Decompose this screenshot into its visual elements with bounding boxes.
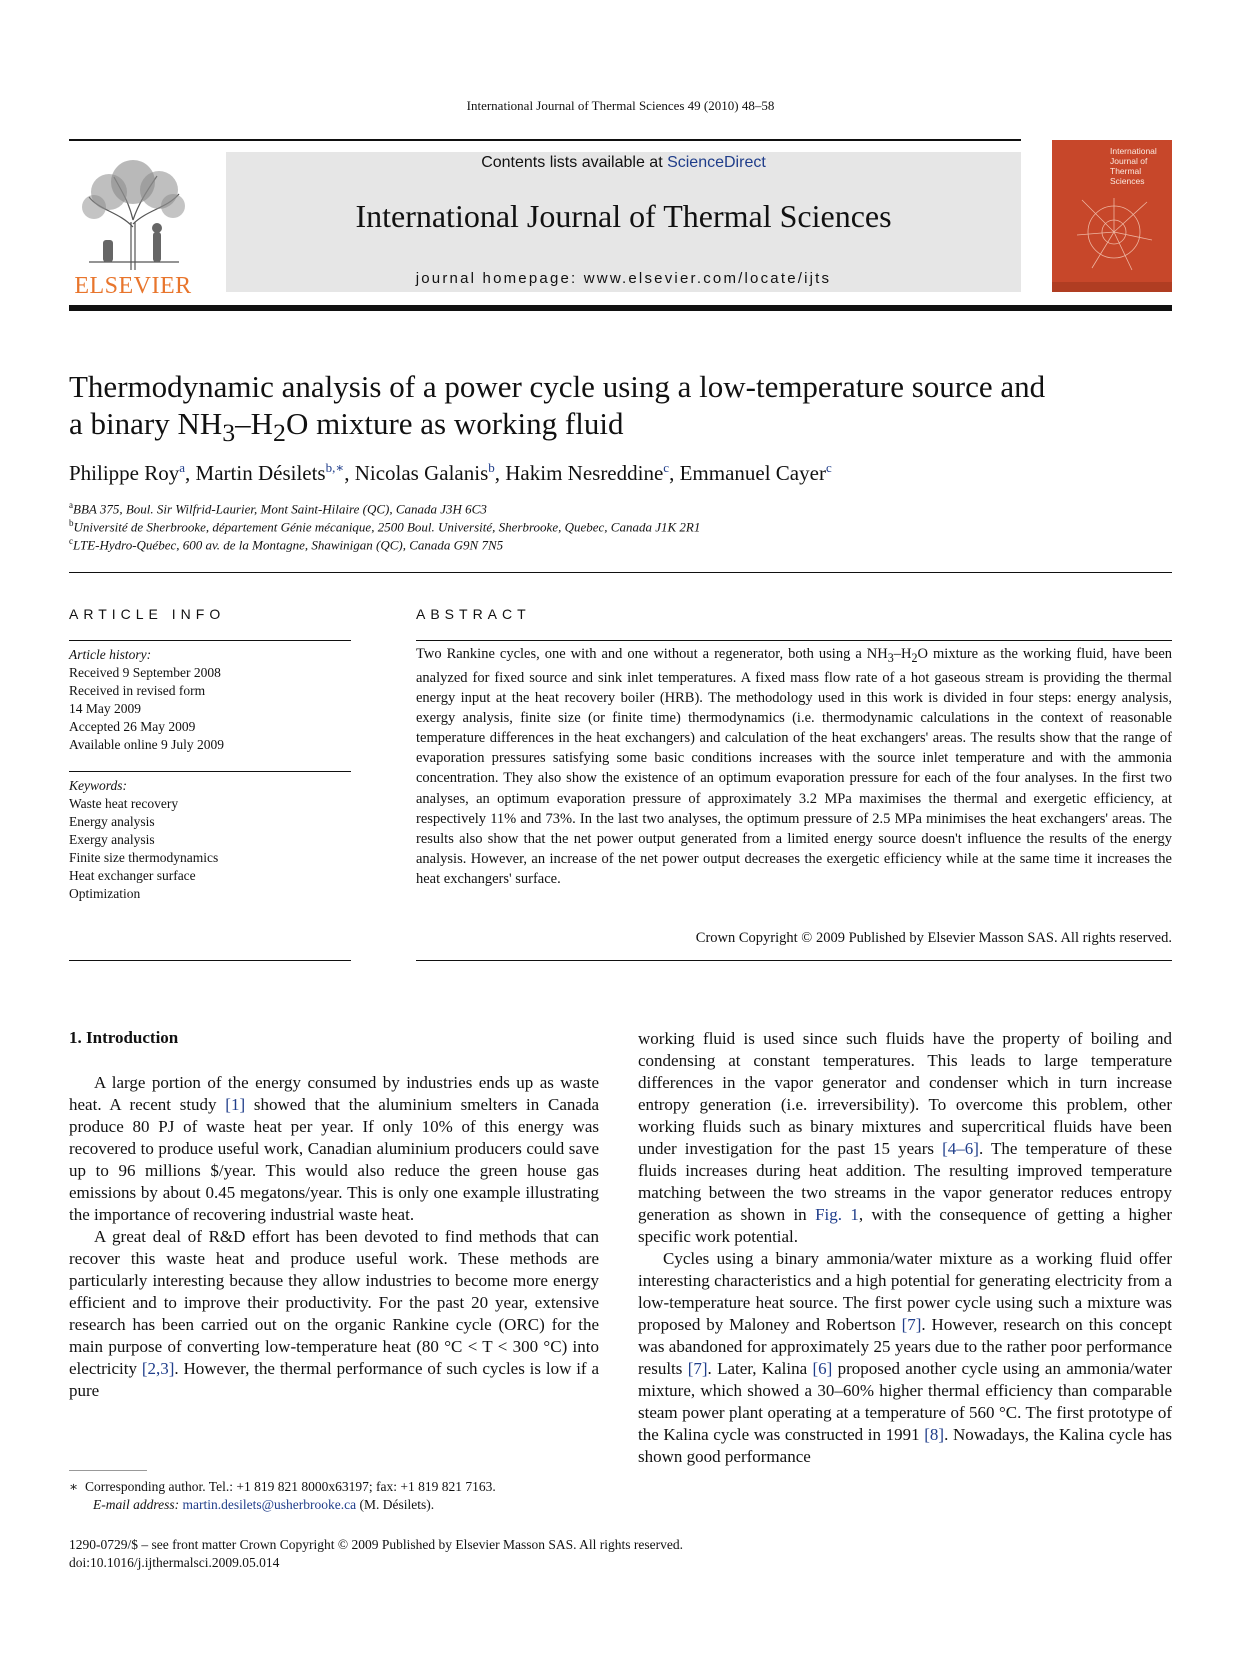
header-rule bbox=[69, 139, 1021, 141]
keywords-label: Keywords: bbox=[69, 778, 127, 793]
paragraph: Cycles using a binary ammonia/water mixture as a working fluid offer interesting characteristics and a high potential for generating electricity from a low-temperature heat source. The first power cycle using such a mixture was proposed by Maloney and Robertson [7]. However, research on this concept was abandoned for approximately 25 years due to the rather poor performance results [7]. Later, Kalina [6] proposed another cycle using an ammonia/water mixture, which showed a 30–60% higher thermal efficiency than comparable steam power plant operating at a temperature of 560 °C. The first prototype of the Kalina cycle was constructed in 1991 [8]. Nowadays, the Kalina cycle has shown good performance bbox=[638, 1249, 1172, 1466]
history-label: Article history: bbox=[69, 647, 152, 662]
citation-link[interactable]: [8] bbox=[924, 1425, 945, 1444]
keyword-item: Exergy analysis bbox=[69, 832, 155, 847]
article-info-bottom-rule bbox=[69, 960, 351, 961]
history-item: 14 May 2009 bbox=[69, 701, 141, 716]
corresponding-author-footnote: ∗ Corresponding author. Tel.: +1 819 821 8000x63197; fax: +1 819 821 7163. E-mail address: martin.desilets@usherbrooke.ca (M. Désilets). bbox=[69, 1479, 496, 1512]
citation-link[interactable]: [7] bbox=[687, 1359, 708, 1378]
history-item: Received 9 September 2008 bbox=[69, 665, 221, 680]
doi-line[interactable]: doi:10.1016/j.ijthermalsci.2009.05.014 bbox=[69, 1555, 280, 1570]
elsevier-tree-logo bbox=[69, 152, 197, 292]
history-item: Received in revised form bbox=[69, 683, 206, 698]
footnote-rule bbox=[69, 1470, 147, 1471]
header-thick-rule bbox=[69, 305, 1172, 311]
author-affil-mark[interactable]: b bbox=[488, 460, 495, 475]
running-head: International Journal of Thermal Sciences 49 (2010) 48–58 bbox=[466, 98, 775, 113]
citation-link[interactable]: [1] bbox=[225, 1095, 246, 1114]
figure-link[interactable]: Fig. 1 bbox=[815, 1205, 859, 1224]
abstract-rule bbox=[416, 640, 1172, 641]
author-list: Philippe Roy$^a$, Martin Désilets$^{b,∗}$, Nicolas Galanis$^b$, Hakim Nesreddine$^c$, Emmanuel Cayer$^c$ bbox=[69, 460, 832, 485]
affiliation: $^a$BBA 375, Boul. Sir Wilfrid-Laurier, Mont Saint-Hilaire (QC), Canada J3H 6C3 bbox=[69, 500, 487, 517]
body-column-left bbox=[69, 1072, 599, 1402]
journal-cover-image bbox=[1052, 140, 1172, 292]
cover-title: International Journal of Thermal Sciences bbox=[1110, 146, 1157, 186]
abstract-heading: ABSTRACT bbox=[416, 606, 531, 622]
author-name: Philippe Roy bbox=[69, 461, 180, 485]
journal-title: International Journal of Thermal Sciences bbox=[355, 198, 892, 234]
keyword-item: Energy analysis bbox=[69, 814, 155, 829]
affiliation: $^c$LTE-Hydro-Québec, 600 av. de la Montagne, Shawinigan (QC), Canada G9N 7N5 bbox=[69, 536, 504, 553]
paragraph: A large portion of the energy consumed by industries ends up as waste heat. A recent study [1] showed that the aluminium smelters in Canada produce 80 PJ of waste heat per year. If only 10% of this energy was recovered to produce useful work, Canadian aluminium producers could save up to 96 millions $/year. This would also reduce the green house gas emissions by about 0.45 megatons/year. This is only one example illustrating the importance of recovering industrial waste heat. bbox=[69, 1073, 599, 1224]
keyword-item: Heat exchanger surface bbox=[69, 868, 196, 883]
history-item: Accepted 26 May 2009 bbox=[69, 719, 196, 734]
citation-link[interactable]: [6] bbox=[812, 1359, 833, 1378]
author-affil-mark[interactable]: c bbox=[825, 460, 832, 475]
article-info-heading: ARTICLE INFO bbox=[69, 606, 226, 622]
abstract-body: Two Rankine cycles, one with and one without a regenerator, both using a $NH_3-H_2O$ mixture as the working fluid, have been analyzed for fixed source and sink inlet temperatures. A fixed mass flow rate of a hot gaseous stream is providing the thermal energy input at the heat recovery boiler (HRB). The methodology used in this work is divided in four steps: energy analysis, exergy analysis, finite size (or finite time) thermodynamics (i.e. thermodynamic calculations in the context of reasonable temperature differences in the heat exchangers) and calculation of the heat exchangers' areas. The results show that the range of evaporation pressures satisfying some basic conditions increases with the source inlet temperature and with the ammonia concentration. They also show the existence of an optimum evaporation pressure for each of the four analyses. In the first two analyses, an optimum evaporation pressure of approximately 3.2 MPa maximises the thermal and exergetic efficiency, at respectively 11% and 73%. In the last two analyses, the optimum pressure of 2.5 MPa minimises the heat exchangers' areas. The results also show that the net power output generated from a limited energy source doesn't influence the results of the energy analysis. However, an increase of the net power output decreases the exergetic efficiency while at the same time it increases the heat exchangers' surface. bbox=[416, 646, 1172, 887]
publisher-logo-text: ELSEVIER bbox=[74, 273, 192, 299]
abstract-bottom-rule bbox=[416, 960, 1172, 961]
journal-homepage[interactable]: journal homepage: www.elsevier.com/locate/ijts bbox=[415, 270, 832, 287]
keyword-item: Waste heat recovery bbox=[69, 796, 179, 811]
author-name: Nicolas Galanis bbox=[354, 461, 489, 485]
author-name: Martin Désilets bbox=[195, 461, 326, 485]
body-column-right bbox=[638, 1028, 1172, 1468]
affiliation: $^b$Université de Sherbrooke, département Génie mécanique, 2500 Boul. Université, Sherbrooke, Quebec, Canada J1K 2R1 bbox=[69, 518, 701, 535]
section-heading-introduction: 1. Introduction bbox=[69, 1028, 179, 1047]
history-item: Available online 9 July 2009 bbox=[69, 737, 224, 752]
author-name: Emmanuel Cayer bbox=[679, 461, 826, 485]
page-footer bbox=[69, 1536, 969, 1572]
citation-link[interactable]: [7] bbox=[901, 1315, 922, 1334]
front-matter-line: 1290-0729/$ – see front matter Crown Copyright © 2009 Published by Elsevier Masson SAS. All rights reserved. bbox=[69, 1537, 683, 1552]
title-line-2: a binary $NH_3-H_2O$ mixture as working fluid bbox=[69, 406, 624, 448]
article-info-rule bbox=[69, 640, 351, 641]
keyword-item: Finite size thermodynamics bbox=[69, 850, 219, 865]
contents-line bbox=[226, 154, 1021, 172]
paragraph: working fluid is used since such fluids have the property of boiling and condensing at constant temperatures. This leads to large temperature differences in the vapor generator and condenser which in turn increase entropy generation (i.e. irreversibility). To overcome this problem, other working fluids such as binary mixtures and supercritical fluids have been under investigation for the past 15 years [4–6]. The temperature of these fluids increases during heat addition. The resulting improved temperature matching between the two streams in the vapor generator reduces entropy generation as shown in Fig. 1, with the consequence of getting a higher specific work potential. bbox=[638, 1029, 1172, 1246]
section-divider bbox=[69, 572, 1172, 573]
author-affil-mark[interactable]: c bbox=[663, 460, 670, 475]
sciencedirect-link[interactable]: ScienceDirect bbox=[667, 154, 766, 171]
paragraph: A great deal of R&D effort has been devoted to find methods that can recover this waste heat and produce useful work. These methods are particularly interesting because they allow industries to become more energy efficient and to improve their productivity. For the past 20 year, extensive research has been carried out on the organic Rankine cycle (ORC) for the main purpose of converting low-temperature heat (80 °C < T < 300 °C) into electricity [2,3]. However, the thermal performance of such cycles is low if a pure bbox=[69, 1227, 599, 1400]
abstract-copyright: Crown Copyright © 2009 Published by Elsevier Masson SAS. All rights reserved. bbox=[695, 930, 1172, 946]
email-link[interactable]: martin.desilets@usherbrooke.ca bbox=[182, 1497, 357, 1512]
author-affil-mark[interactable]: b,∗ bbox=[325, 460, 345, 475]
citation-link[interactable]: [2,3] bbox=[141, 1359, 175, 1378]
author-name: Hakim Nesreddine bbox=[505, 461, 664, 485]
title-line-1: Thermodynamic analysis of a power cycle using a low-temperature source and bbox=[69, 369, 1046, 404]
article-title bbox=[69, 368, 1179, 451]
keywords-rule bbox=[69, 771, 351, 772]
keyword-item: Optimization bbox=[69, 886, 141, 901]
author-affil-mark[interactable]: a bbox=[179, 460, 186, 475]
contents-prefix: Contents lists available at bbox=[481, 154, 668, 171]
citation-link[interactable]: [4–6] bbox=[942, 1139, 979, 1158]
